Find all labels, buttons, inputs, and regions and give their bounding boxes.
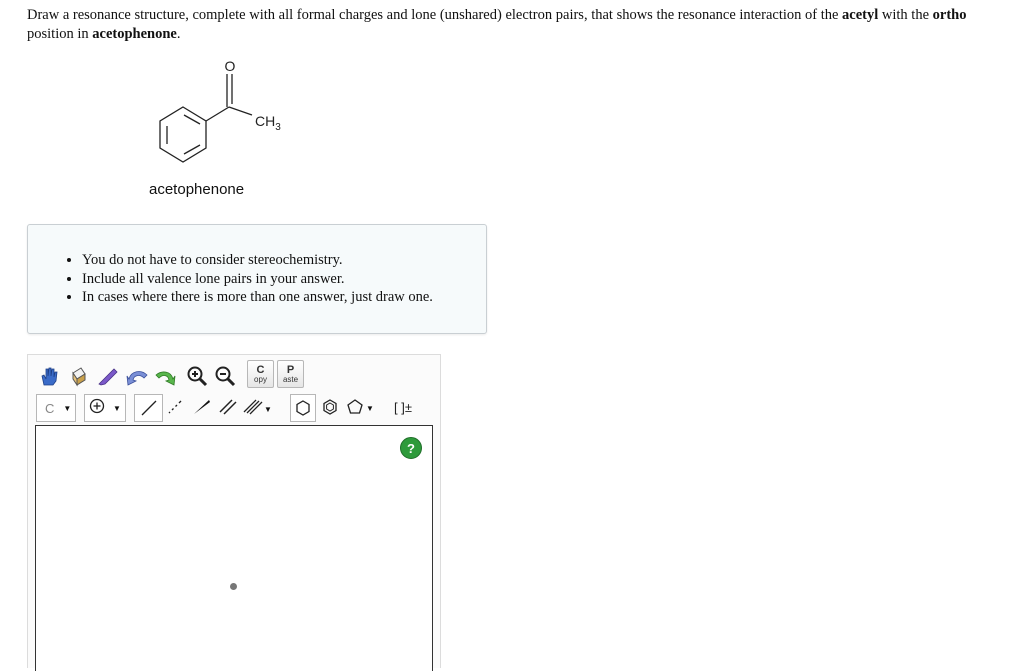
question-keyword-acetophenone: acetophenone [92,25,177,42]
question-part: Draw a resonance structure, complete with all formal charges and lone (unshared) electron pairs, that shows the resonance interaction of the [27,7,843,23]
wedge-bond-icon [192,398,212,416]
atom-selector[interactable] [36,394,76,422]
dashed-bond-tool[interactable] [164,394,188,420]
paste-label-top: P [286,363,295,376]
zoom-in-icon[interactable] [184,363,210,389]
undo-icon[interactable] [124,363,152,389]
redo-icon[interactable] [152,363,178,389]
bracket-label: [ ]± [394,399,412,415]
oxygen-label: O [224,58,236,74]
atom-selector-value: C [45,400,55,416]
paste-label-bottom: aste [282,374,299,384]
svg-text:▼: ▼ [264,405,272,414]
methyl-label: $CH_3$ [255,113,281,133]
single-bond-tool[interactable] [134,394,163,422]
chevron-down-icon: ▼ [113,403,121,413]
hexagon-icon [294,399,312,417]
instruction-item: • You do not have to consider stereochemistry. [82,251,433,270]
instructions-box [27,224,487,334]
question-text [27,6,1002,43]
lasso-icon[interactable] [94,363,122,389]
structure-editor [27,354,441,668]
charge-plus-icon [89,398,105,419]
chevron-down-icon: ▼ [63,403,72,413]
single-bond-icon [140,399,158,417]
svg-text:▼: ▼ [366,404,374,413]
copy-label-top: C [256,363,265,376]
zoom-out-icon[interactable] [212,363,238,389]
question-part: with the [878,7,933,23]
copy-label-bottom: opy [254,374,267,384]
paste-button[interactable] [277,360,304,388]
charge-selector[interactable] [84,394,126,422]
instruction-item: • Include all valence lone pairs in your answer. [82,270,433,289]
instructions-list [28,251,433,307]
benzene-icon [321,398,339,416]
copy-button[interactable] [247,360,274,388]
dashed-bond-icon [166,398,186,416]
ring-carbonyl-bond [206,107,229,121]
double-bond-tool[interactable] [215,394,241,420]
molecule-caption: acetophenone [149,181,245,198]
drawing-canvas[interactable] [35,425,433,671]
instruction-item: • In cases where there is more than one answer, just draw one. [82,288,433,307]
cyclopentane-tool[interactable] [344,394,378,420]
question-keyword-ortho: ortho [932,7,967,23]
question-part: position in [27,25,93,42]
bracket-tool[interactable] [388,394,418,420]
triple-bond-icon [242,398,272,416]
carbonyl-methyl-bond [229,107,252,115]
eraser-icon[interactable] [66,363,92,389]
double-bond-icon [218,398,238,416]
help-button[interactable]: ? [400,437,422,459]
wedge-bond-tool[interactable] [190,394,214,420]
question-keyword-acetyl: acetyl [842,7,879,23]
benzene-tool[interactable] [318,394,342,420]
canvas-center-dot [230,583,237,590]
question-part: . [176,25,181,42]
triple-bond-tool[interactable] [242,394,272,420]
pentagon-icon [346,398,376,416]
hand-icon[interactable] [36,363,62,389]
cyclohexane-tool[interactable] [290,394,316,422]
